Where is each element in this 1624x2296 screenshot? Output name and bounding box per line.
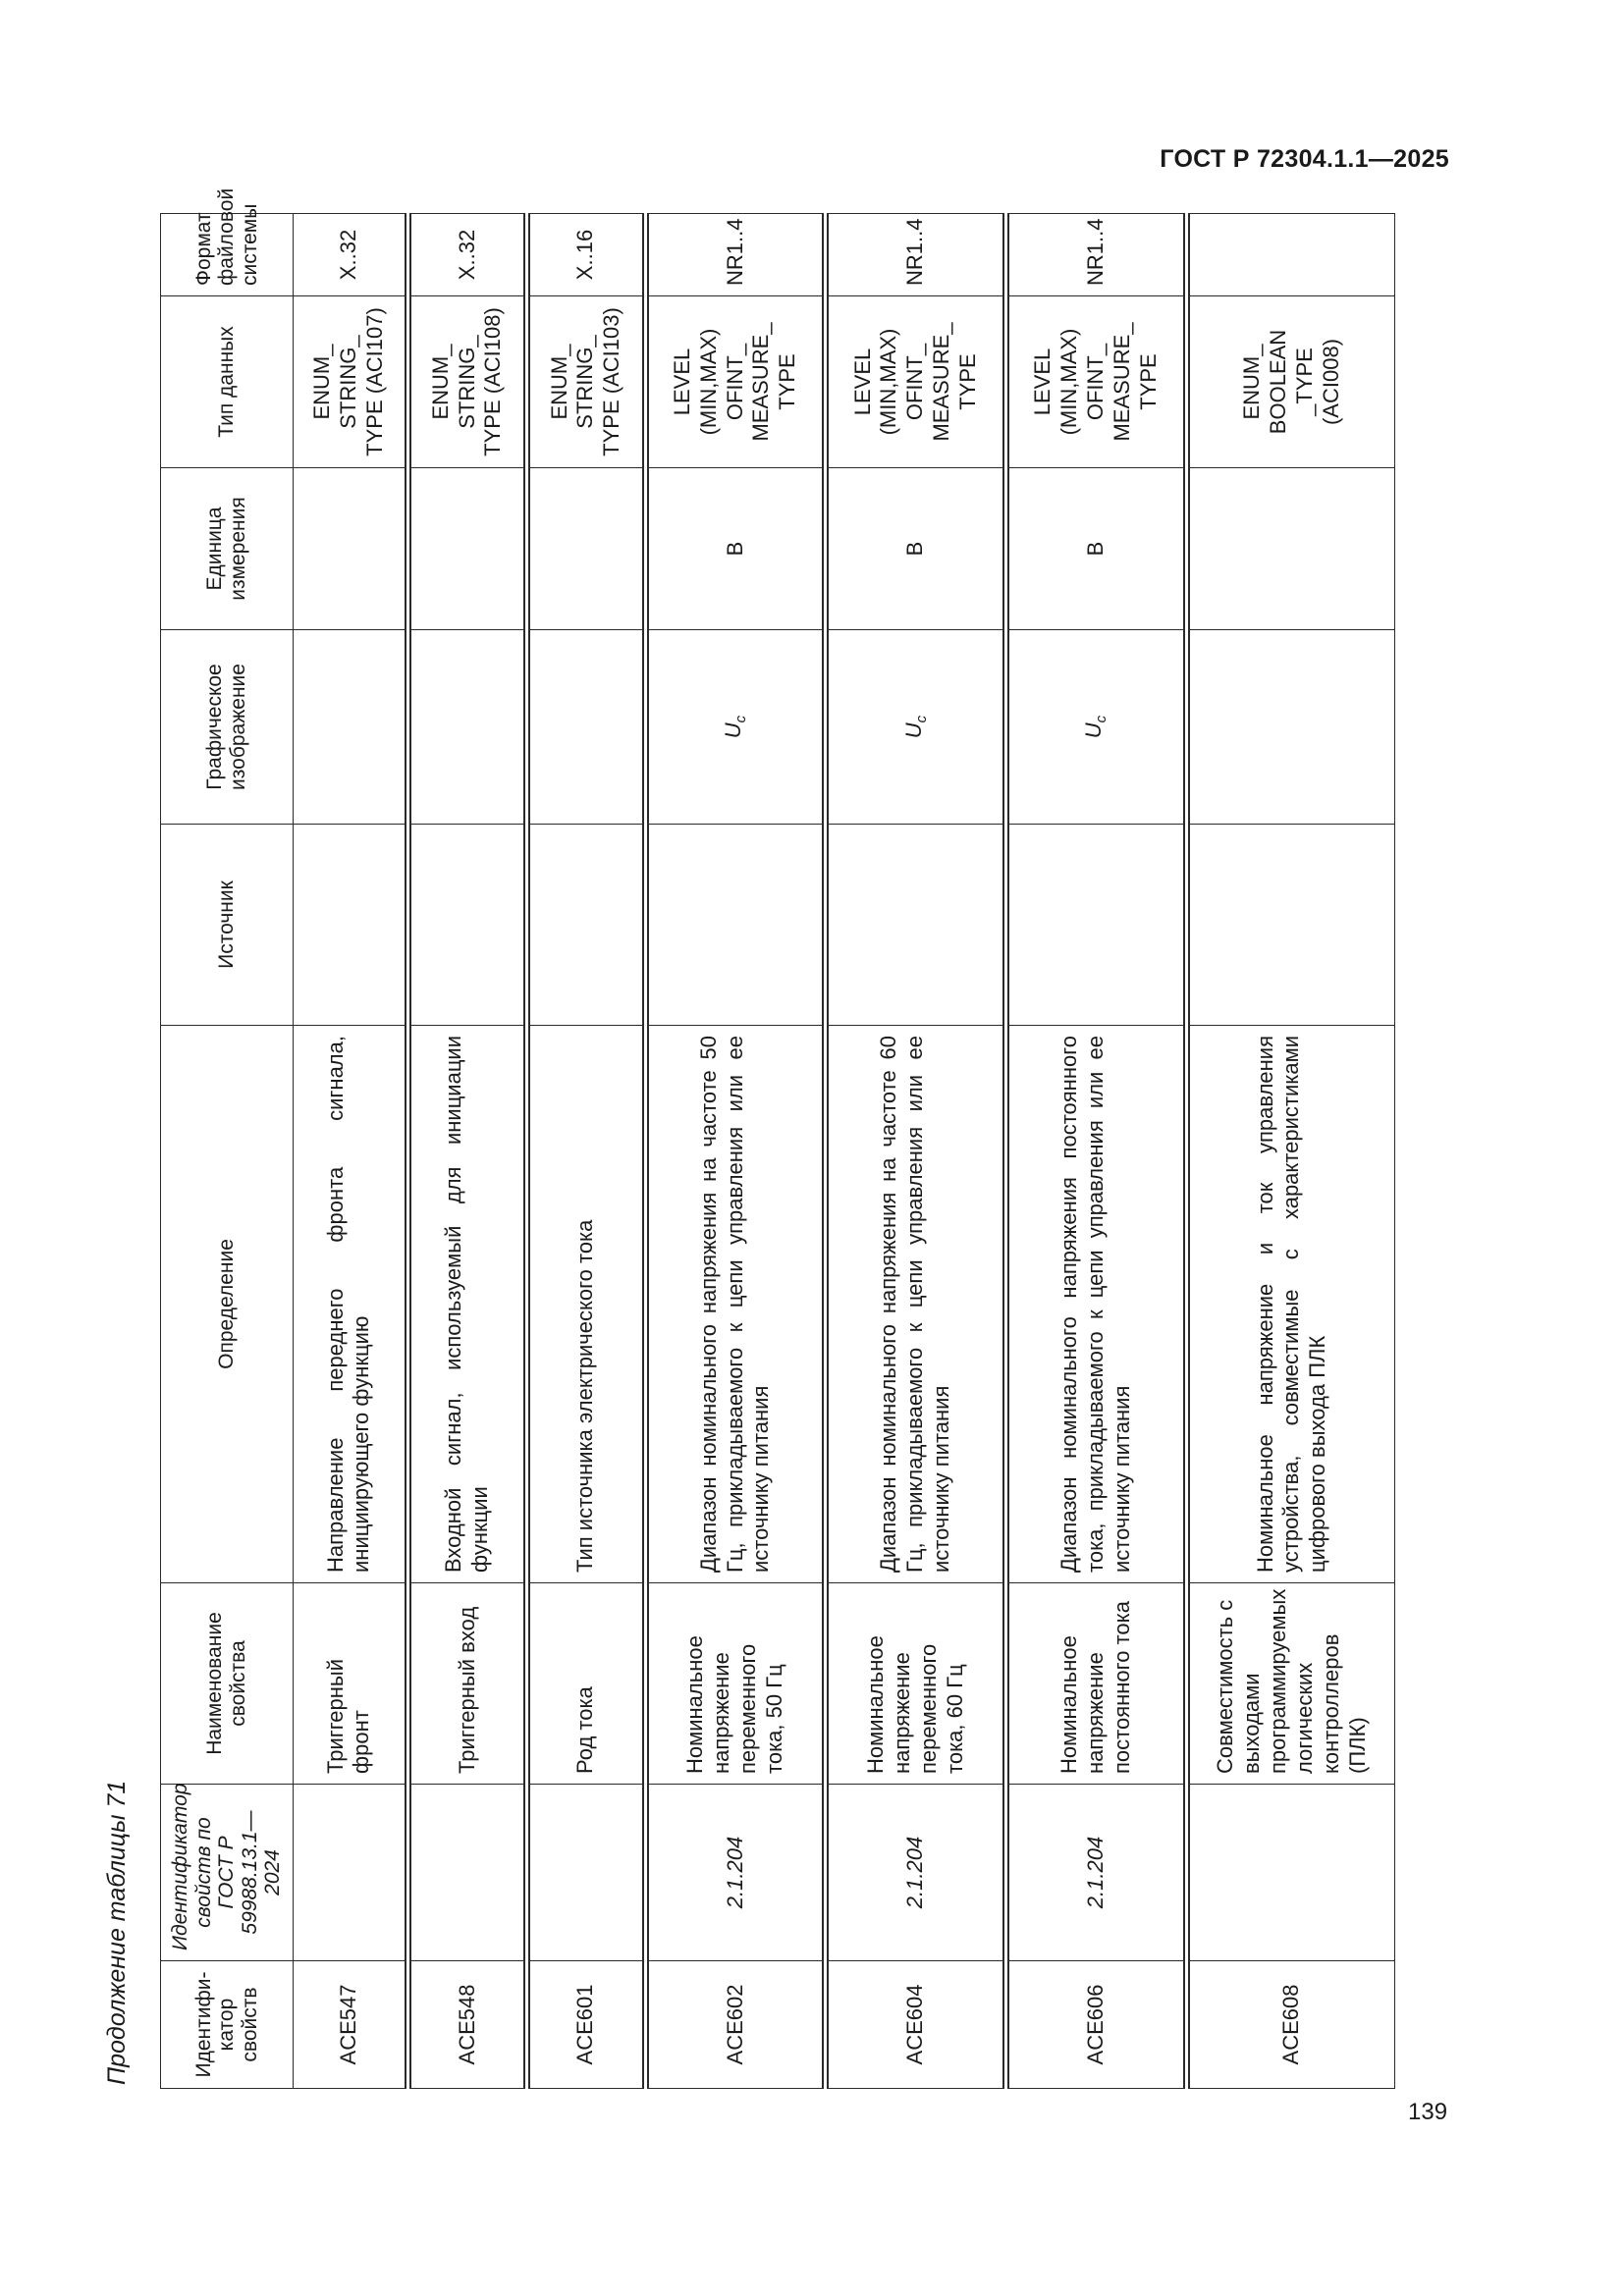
unit-cell: В (1008, 468, 1184, 630)
header-gost-ref: Идентификатор свойств по ГОСТ Р 59988.13.1—2024 (161, 1785, 294, 1961)
table-row (1008, 214, 1184, 2089)
gost-ref-cell (1189, 1785, 1395, 1961)
header-file-format: Формат файловой системы (161, 214, 294, 296)
data-type-cell: ENUM_ BOOLEAN _TYPE (ACI008) (1189, 296, 1395, 468)
property-id-cell: ACE606 (1008, 1961, 1184, 2089)
graphic-symbol: U (1081, 722, 1107, 739)
header-definition: Определение (161, 1026, 294, 1583)
gost-ref-cell (529, 1785, 643, 1961)
unit-cell (1189, 468, 1395, 630)
graphic-symbol: U (720, 722, 745, 739)
header-property-name: Наименование свойства (161, 1583, 294, 1785)
gost-ref-cell: 2.1.204 (828, 1785, 1003, 1961)
table-caption: Продолжение таблицы 71 (103, 1780, 131, 2085)
table-row (828, 214, 1003, 2089)
source-cell (1189, 825, 1395, 1026)
graphic-symbol-subscript: c (1093, 715, 1110, 723)
property-name-cell: Номинальное напряжение постоянного тока (1008, 1583, 1184, 1785)
gost-ref-cell (293, 1785, 406, 1961)
unit-cell (293, 468, 406, 630)
source-cell (529, 825, 643, 1026)
data-type-cell: LEVEL (MIN,MAX) OFINT_ MEASURE_ TYPE (828, 296, 1003, 468)
source-cell (648, 825, 824, 1026)
graphic-symbol-subscript: c (912, 715, 930, 723)
graphic-cell (410, 630, 524, 825)
gost-ref-cell (410, 1785, 524, 1961)
graphic-cell (828, 630, 1003, 825)
gost-ref-cell: 2.1.204 (648, 1785, 824, 1961)
header-unit: Единица измерения (161, 468, 294, 630)
table-row (648, 214, 824, 2089)
graphic-symbol: U (900, 722, 926, 739)
unit-cell: В (828, 468, 1003, 630)
definition-cell: Входной сигнал, используемый для инициации функции (410, 1026, 524, 1583)
property-id-cell: ACE608 (1189, 1961, 1395, 2089)
property-name-cell: Совместимость с выходами программируемых логических контроллеров (ПЛК) (1189, 1583, 1395, 1785)
file-format-cell: NR1..4 (1008, 214, 1184, 296)
file-format-cell: X..32 (293, 214, 406, 296)
property-id-cell: ACE602 (648, 1961, 824, 2089)
header-property-id: Идентифи- катор свойств (161, 1961, 294, 2089)
file-format-cell: X..16 (529, 214, 643, 296)
property-name-cell: Триггерный вход (410, 1583, 524, 1785)
data-type-cell: LEVEL (MIN,MAX) OFINT_ MEASURE_ TYPE (648, 296, 824, 468)
header-data-type: Тип данных (161, 296, 294, 468)
header-graphic: Графическое изображение (161, 630, 294, 825)
source-cell (828, 825, 1003, 1026)
data-type-cell: LEVEL (MIN,MAX) OFINT_ MEASURE_ TYPE (1008, 296, 1184, 468)
definition-cell: Направление переднего фронта сигнала, инициирующего функцию (293, 1026, 406, 1583)
document-header: ГОСТ Р 72304.1.1—2025 (1160, 145, 1449, 173)
table-header-row (161, 214, 294, 2089)
property-id-cell: ACE604 (828, 1961, 1003, 2089)
file-format-cell: X..32 (410, 214, 524, 296)
file-format-cell: NR1..4 (648, 214, 824, 296)
table-row (410, 214, 524, 2089)
header-source: Источник (161, 825, 294, 1026)
source-cell (1008, 825, 1184, 1026)
table-row (1189, 214, 1395, 2089)
table-row (293, 214, 406, 2089)
unit-cell (529, 468, 643, 630)
definition-cell: Диапазон номинального напряжения на частоте 60 Гц, прикладываемого к цепи управления или ее источнику питания (828, 1026, 1003, 1583)
property-id-cell: ACE548 (410, 1961, 524, 2089)
data-type-cell: ENUM_ STRING_ TYPE (ACI108) (410, 296, 524, 468)
graphic-cell (1008, 630, 1184, 825)
graphic-symbol-subscript: c (731, 715, 749, 723)
table-row (529, 214, 643, 2089)
definition-cell: Тип источника электрического тока (529, 1026, 643, 1583)
definition-cell: Диапазон номинального напряжения постоянного тока, прикладываемого к цепи управления или ее источнику питания (1008, 1026, 1184, 1583)
file-format-cell: NR1..4 (828, 214, 1003, 296)
graphic-cell (1189, 630, 1395, 825)
property-id-cell: ACE547 (293, 1961, 406, 2089)
rotated-page-content (103, 187, 1399, 2089)
graphic-cell (529, 630, 643, 825)
property-name-cell: Номинальное напряжение переменного тока, 60 Гц (828, 1583, 1003, 1785)
unit-cell (410, 468, 524, 630)
graphic-cell (293, 630, 406, 825)
property-id-cell: ACE601 (529, 1961, 643, 2089)
property-name-cell: Род тока (529, 1583, 643, 1785)
property-name-cell: Номинальное напряжение переменного тока, 50 Гц (648, 1583, 824, 1785)
definition-cell: Диапазон номинального напряжения на частоте 50 Гц, прикладываемого к цепи управления или ее источнику питания (648, 1026, 824, 1583)
source-cell (293, 825, 406, 1026)
gost-ref-cell: 2.1.204 (1008, 1785, 1184, 1961)
data-type-cell: ENUM_ STRING_ TYPE (ACI103) (529, 296, 643, 468)
graphic-cell (648, 630, 824, 825)
unit-cell: В (648, 468, 824, 630)
definition-cell: Номинальное напряжение и ток управления устройства, совместимые с характеристиками цифрового выхода ПЛК (1189, 1026, 1395, 1583)
properties-table (160, 187, 1395, 2089)
property-name-cell: Триггерный фронт (293, 1583, 406, 1785)
page-number: 139 (1408, 2099, 1448, 2125)
source-cell (410, 825, 524, 1026)
file-format-cell (1189, 214, 1395, 296)
data-type-cell: ENUM_ STRING_ TYPE (ACI107) (293, 296, 406, 468)
